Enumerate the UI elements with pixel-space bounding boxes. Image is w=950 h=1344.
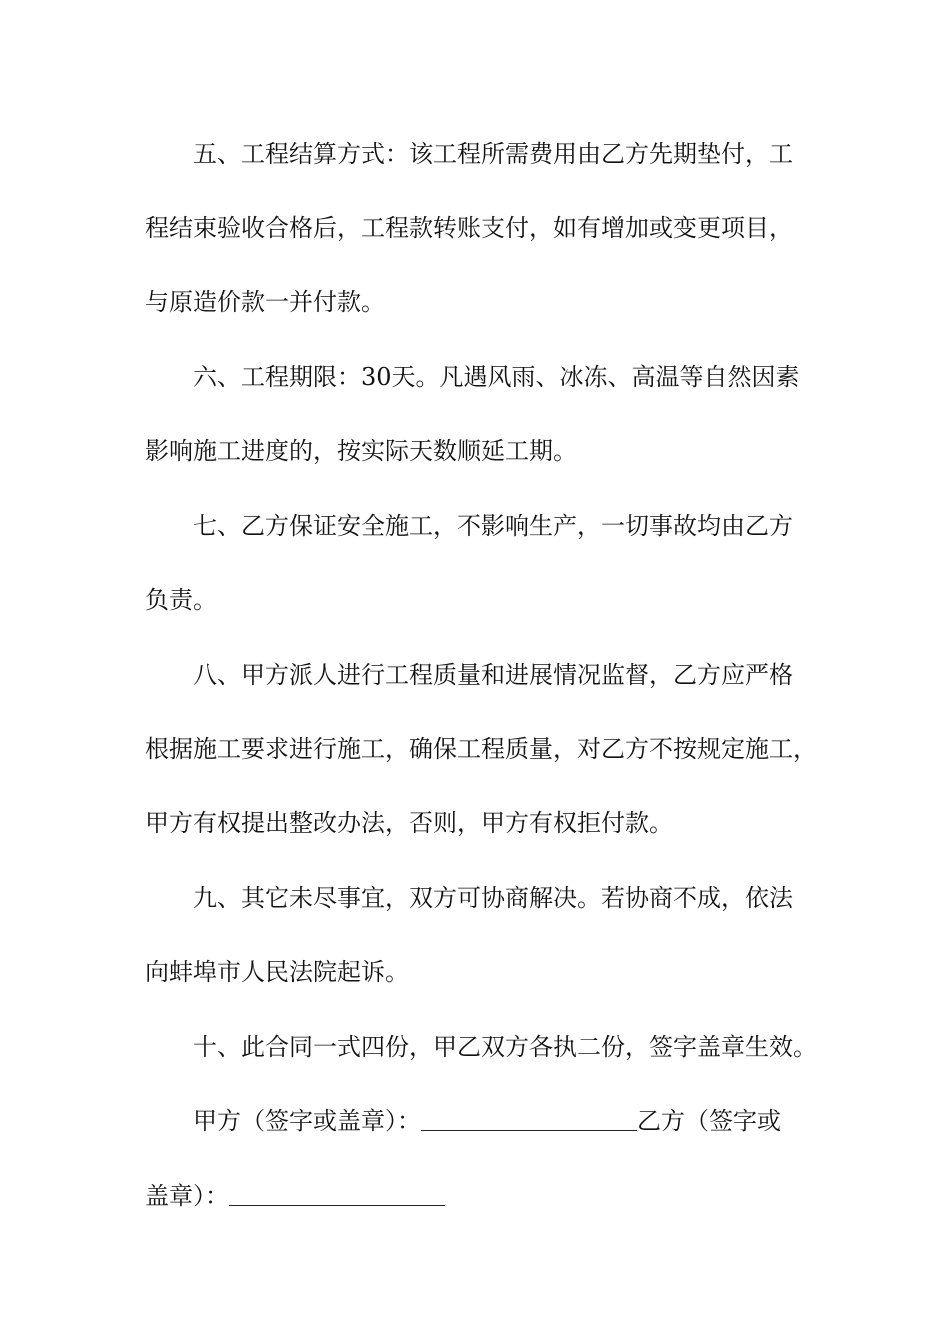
clause-8-line-3: 甲方有权提出整改办法，否则，甲方有权拒付款。 <box>145 809 673 837</box>
signature-line-2 <box>145 1181 445 1211</box>
clause-6-line-2: 影响施工进度的，按实际天数顺延工期。 <box>145 437 577 465</box>
party-b-signature-label: 乙方（签字或 <box>637 1107 781 1135</box>
clause-5-line-1: 五、工程结算方式：该工程所需费用由乙方先期垫付，工 <box>193 140 793 168</box>
clause-5-line-2: 程结束验收合格后，工程款转账支付，如有增加或变更项目， <box>145 214 793 242</box>
party-b-signature-label-cont: 盖章）： <box>145 1182 229 1210</box>
signature-line-1 <box>193 1106 781 1136</box>
clause-9-line-2: 向蚌埠市人民法院起诉。 <box>145 958 409 986</box>
clause-7-line-2: 负责。 <box>145 586 217 614</box>
party-b-signature-blank[interactable] <box>229 1183 445 1206</box>
clause-9-line-1: 九、其它未尽事宜，双方可协商解决。若协商不成，依法 <box>193 884 793 912</box>
clause-8-line-2: 根据施工要求进行施工，确保工程质量，对乙方不按规定施工， <box>145 735 817 763</box>
clause-5-line-3: 与原造价款一并付款。 <box>145 288 385 316</box>
clause-7-line-1: 七、乙方保证安全施工，不影响生产，一切事故均由乙方 <box>193 512 793 540</box>
party-a-signature-label: 甲方（签字或盖章）： <box>193 1107 421 1135</box>
clause-6-line-1: 六、工程期限：30天。凡遇风雨、冰冻、高温等自然因素 <box>193 363 800 391</box>
clause-10-line-1: 十、此合同一式四份，甲乙双方各执二份，签字盖章生效。 <box>193 1033 817 1061</box>
clause-8-line-1: 八、甲方派人进行工程质量和进展情况监督，乙方应严格 <box>193 661 793 689</box>
party-a-signature-blank[interactable] <box>421 1108 637 1131</box>
